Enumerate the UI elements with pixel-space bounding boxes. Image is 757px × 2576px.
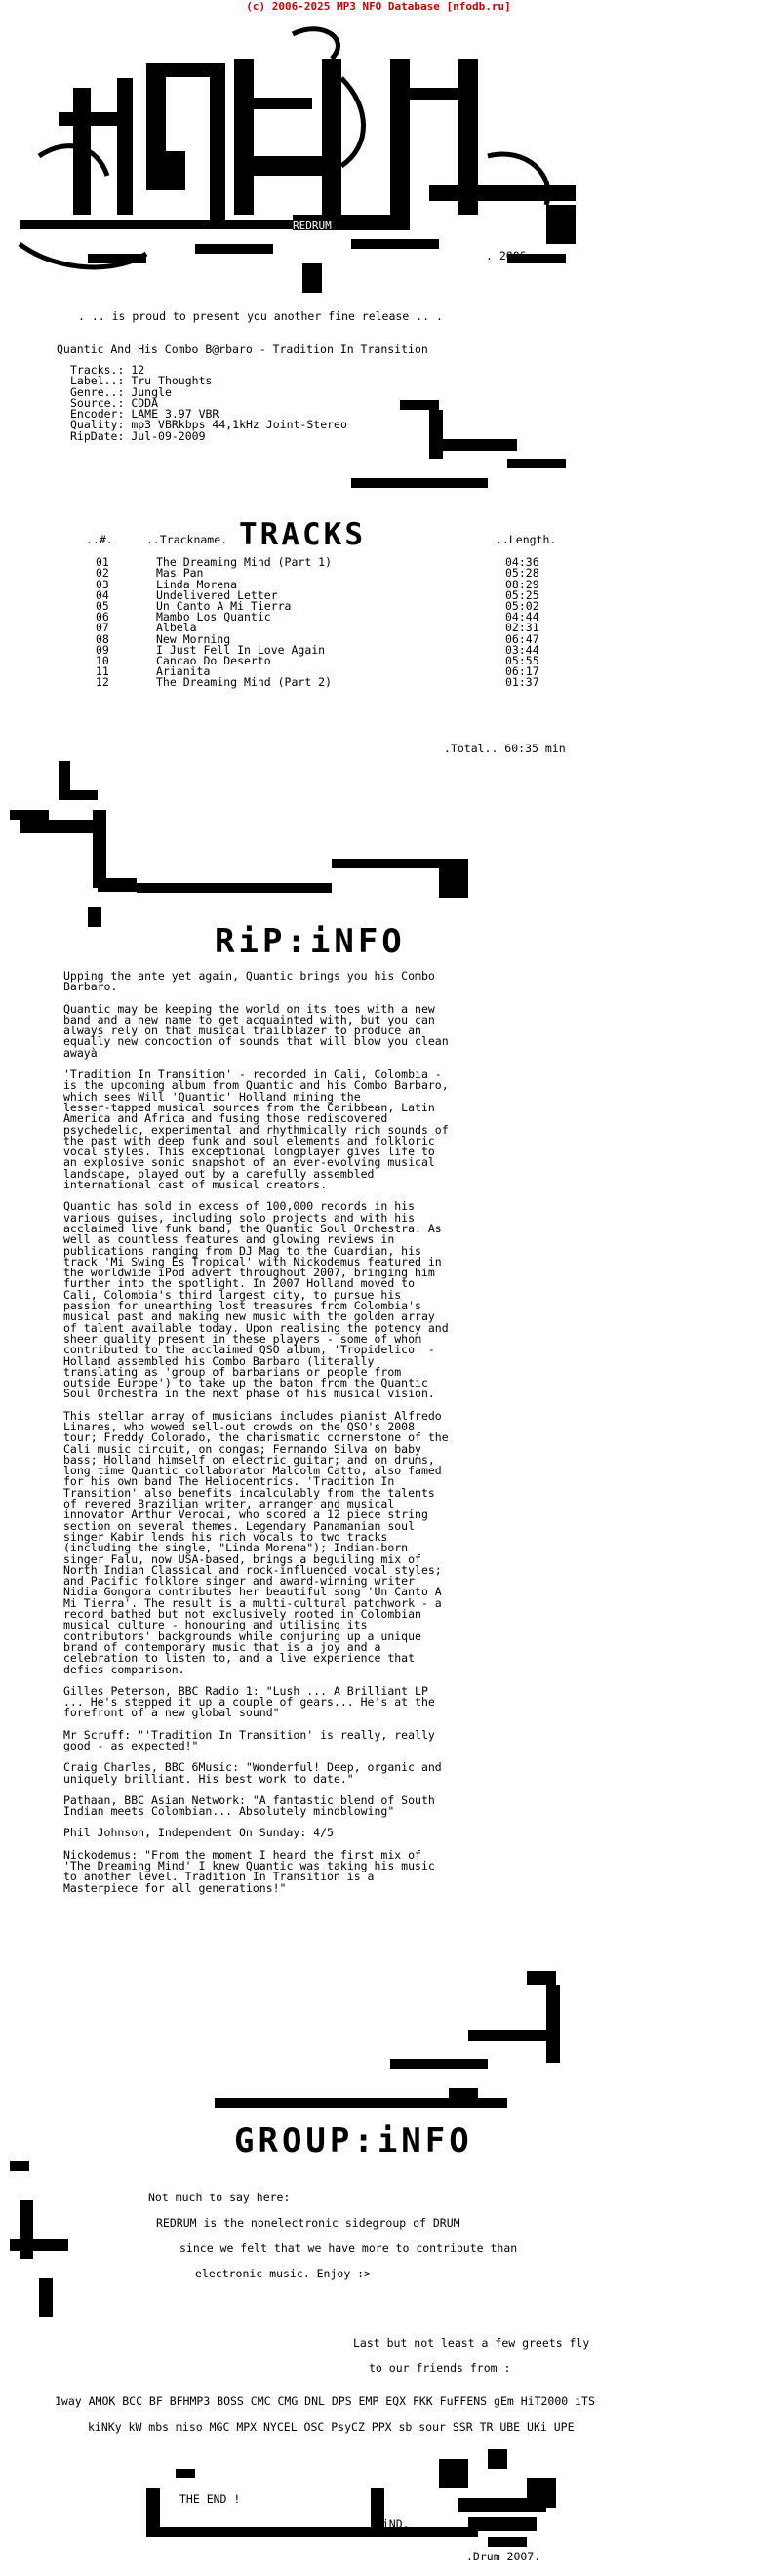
track-row: 06 Mambo Los Quantic 04:44 [96,610,539,624]
ripinfo-paragraph: Nickodemus: "From the moment I heard the first mix of 'The Dreaming Mind' I knew Quantic was taking his music to another level. Tradition In Transition is a Masterpiece for all generations!" [63,1847,435,1895]
track-row: 04 Undelivered Letter 05:25 [96,587,539,602]
greets-line: Last but not least a few greets fly [353,2336,590,2350]
ripinfo-paragraph: Pathaan, BBC Asian Network: "A fantastic blend of South Indian meets Colombian... Absolutely mindblowing" [63,1792,435,1819]
info-row: Quality: mp3 VBRkbps 44,1kHz Joint-Stereo [70,418,347,432]
group-line: REDRUM is the nonelectronic sidegroup of DRUM [156,2216,460,2230]
kind-text: .KiND. [369,2517,410,2531]
greets-line: to our friends from : [369,2361,511,2375]
greets-list: 1way AMOK BCC BF BFHMP3 BOSS CMC CMG DNL DPS EMP EQX FKK FuFFENS gEm HiT2000 iTS [55,2395,595,2408]
ripinfo-heading: RiP:iNFO [215,922,406,956]
groupinfo-heading-art [195,1971,605,2156]
ripinfo-paragraph: Craig Charles, BBC 6Music: "Wonderful! Deep, organic and uniquely brilliant. His best work to date." [63,1760,442,1786]
track-row: 02 Mas Pan 05:28 [96,566,539,581]
track-row: 11 Arianita 06:17 [96,664,539,679]
groupinfo-heading: GROUP:iNFO [234,2121,473,2156]
logo-year: . 2006 . [486,249,540,262]
ripinfo-paragraph: Quantic may be keeping the world on its toes with a new band and a new name to get acquainted with, but you can always rely on that musical trailblazer to produce an equally new concoction of sounds that will blow you clean awayà [63,1001,449,1060]
total-time: .Total.. 60:35 min [444,742,566,755]
info-row: RipDate: Jul-09-2009 [70,428,206,443]
track-row: 03 Linda Morena 08:29 [96,577,539,591]
intro-line: . .. is proud to present you another fine release .. . [78,309,443,323]
end-text: THE END ! [179,2492,241,2506]
info-row: Tracks.: 12 [70,363,145,377]
ripinfo-text [63,971,571,1905]
ripinfo-paragraph: Quantic has sold in excess of 100,000 records in his various guises, including solo projects and with his acclaimed live funk band, the Quantic Soul Orchestra. As well as countless features and glowing reviews in publications ranging from DJ Mag to the Guardian, his track 'Mi Swing Es Tropical' with Nickodemus featured in the worldwide iPod advert throughout 2007, bringing him further into the spotlight. In 2007 Holland moved to Cali, Colombia's third largest city, to pursue his passion for unearthing lost treasures from Colombia's musical past and making new music with the golden array of talent available today. Upon realising the potency and sheer quality present in these players - some of whom contributed to the acclaimed QSO album, 'Tropidelico' - Holland assembled his Combo Barbaro (literally translating as 'group of barbarians or people from outside Europe') to take up the baton from the Quantic Soul Orchestra in the next phase of his musical vision. [63,1199,449,1401]
ripinfo-paragraph: Gilles Peterson, BBC Radio 1: "Lush ... A Brilliant LP ... He's stepped it up a couple of gears... He's at the forefront of a new global sound" [63,1683,435,1720]
ripinfo-heading-art [0,761,507,956]
ripinfo-paragraph: Upping the ante yet again, Quantic brings you his Combo Barbaro. [63,969,435,994]
ripinfo-paragraph: 'Tradition In Transition' - recorded in Cali, Colombia - is the upcoming album from Quantic and his Combo Barbaro, which sees Will 'Quantic' Holland mining the lesser-tapped musical sources from the Caribbean, Latin America and Africa and fusing those rediscovered psychedelic, experimental and rhythmically rich sounds of the past with deep funk and soul elements and folkloric vocal styles. This exceptional longplayer gives life to an explosive sonic snapshot of an ever-evolving musical landscape, played out by a carefully assembled international cast of musical creators. [63,1067,449,1192]
info-row: Encoder: LAME 3.97 VBR [70,407,219,422]
tracks-heading-art [234,400,585,546]
track-row: 09 I Just Fell In Love Again 03:44 [96,642,539,657]
track-row: 01 The Dreaming Mind (Part 1) 04:36 [96,555,539,570]
group-side-art [0,2161,88,2327]
signature: .Drum 2007. [466,2550,541,2563]
track-row: 12 The Dreaming Mind (Part 2) 01:37 [96,675,539,690]
tracks-heading: TRACKS [239,517,366,546]
release-title: Quantic And His Combo B@rbaro - Tradition In Transition [57,342,428,356]
info-row: Genre..: Jungle [70,384,172,399]
track-row: 07 Albela 02:31 [96,621,539,635]
greets-list: kiNKy kW mbs miso MGC MPX NYCEL OSC PsyCZ PPX sb sour SSR TR UBE UKi UPE [88,2420,575,2434]
ripinfo-paragraph: Phil Johnson, Independent On Sunday: 4/5 [63,1826,334,1840]
ripinfo-paragraph: This stellar array of musicians includes pianist Alfredo Linares, who wowed sell-out crowds on the QSO's 2008 tour; Freddy Colorado, the charismatic cornerstone of the Cali music circuit, on congas; Fernando Silva on baby bass; Holland himself on electric guitar; and on drums, long time Quantic collaborator Malcolm Catto, also famed for his own band The Heliocentrics. 'Tradition In Transition' also benefits incalculably from the talents of revered Brazilian writer, arranger and musical innovator Arthur Verocai, who scored a 12 piece string section on several themes. Legendary Panamanian soul singer Kabir lends his rich vocals to two tracks (including the single, "Linda Morena"); Indian-born singer Falu, now USA-based, brings a beguiling mix of North Indian Classical and rock-influenced vocal styles; and Pacific folklore singer and award-winning writer Nidia Gongora contributes her beautiful song 'Un Canto A Mi Tierra'. The result is a multi-cultural patchwork - a record bathed but not exclusively rooted in Colombian musical culture - honouring and utilising its contributors' backgrounds while conjuring up a unique brand of contemporary music that is a joy and a celebration to listen to, and a live experience that defies comparison. [63,1408,449,1676]
track-row: 10 Cancao Do Deserto 05:55 [96,653,539,667]
logo-group-name: REDRUM [293,220,332,232]
tracklist-header: ..#. ..Trackname. ..Length. [86,533,557,546]
track-row: 05 Un Canto A Mi Tierra 05:02 [96,598,539,613]
ripinfo-paragraph: Mr Scruff: "'Tradition In Transition' is really, really good - as expected!" [63,1727,435,1752]
info-row: Source.: CDDA [70,395,159,410]
group-line: since we felt that we have more to contribute than [179,2241,518,2255]
info-row: Label..: Tru Thoughts [70,374,213,388]
site-banner: (c) 2006-2025 MP3 NFO Database [nfodb.ru] [246,0,511,13]
group-line: electronic music. Enjoy :> [195,2267,372,2280]
group-line: Not much to say here: [148,2191,291,2204]
track-row: 08 New Morning 06:47 [96,631,539,646]
tracklist [86,533,564,690]
